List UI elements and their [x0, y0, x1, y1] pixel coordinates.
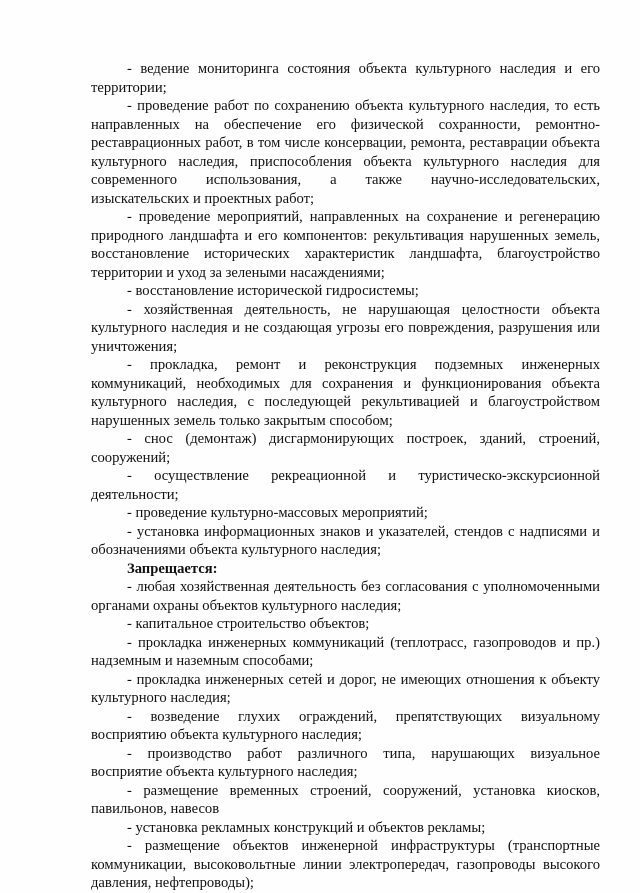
paragraph: - прокладка, ремонт и реконструкция подземных инженерных коммуникаций, необходимых для сохранения и функционирования объекта культурного наследия, с последующей рекультивацией и благоустройством нарушенных земель только закрытым способом;	[91, 357, 600, 429]
paragraph: - производство работ различного типа, нарушающих визуальное восприятие объекта культурного наследия;	[91, 745, 600, 780]
paragraph: - размещение объектов инженерной инфраструктуры (транспортные коммуникации, высоковольтные линии электропередач, газопроводы высокого давления, нефтепроводы);	[91, 838, 600, 891]
paragraph: - размещение временных строений, сооружений, установка киосков, павильонов, навесов	[91, 782, 600, 817]
paragraph: - прокладка инженерных коммуникаций (теплотрасс, газопроводов и пр.) надземным и наземным способами;	[91, 634, 600, 669]
paragraph: - ведение мониторинга состояния объекта культурного наследия и его территории;	[91, 61, 600, 96]
section-heading: Запрещается:	[127, 560, 218, 577]
paragraph: - проведение культурно-массовых мероприятий;	[127, 505, 428, 521]
paragraph: - установка информационных знаков и указателей, стендов с надписями и обозначениями объекта культурного наследия;	[91, 523, 600, 558]
paragraph: - капитальное строительство объектов;	[127, 616, 370, 632]
paragraph: - прокладка инженерных сетей и дорог, не имеющих отношения к объекту культурного наследия;	[91, 671, 600, 706]
paragraph: - хозяйственная деятельность, не нарушающая целостности объекта культурного наследия и не создающая угрозы его повреждения, разрушения или уничтожения;	[91, 301, 600, 355]
paragraph: - любая хозяйственная деятельность без согласования с уполномоченными органами охраны объектов культурного наследия;	[91, 579, 600, 614]
paragraph: - снос (демонтаж) дисгармонирующих построек, зданий, строений, сооружений;	[91, 431, 600, 466]
paragraph: - проведение мероприятий, направленных на сохранение и регенерацию природного ландшафта и его компонентов: рекультивация нарушенных земель, восстановление исторических характеристик ландшафта, благоустройство территории и уход за зелеными насаждениями;	[91, 209, 600, 281]
paragraph: - проведение работ по сохранению объекта культурного наследия, то есть направленных на обеспечение его физической сохранности, ремонтно-реставрационных работ, в том числе консервации, ремонта, реставрации объекта культурного наследия, приспособления объекта культурного наследия для современного использования, а также научно-исследовательских, изыскательских и проектных работ;	[91, 98, 600, 207]
document-body	[91, 60, 600, 893]
paragraph: - осуществление рекреационной и туристическо-экскурсионной деятельности;	[91, 468, 600, 503]
paragraph: - возведение глухих ограждений, препятствующих визуальному восприятию объекта культурного наследия;	[91, 708, 600, 743]
paragraph: - восстановление исторической гидросистемы;	[127, 283, 419, 299]
paragraph: - установка рекламных конструкций и объектов рекламы;	[127, 819, 486, 836]
